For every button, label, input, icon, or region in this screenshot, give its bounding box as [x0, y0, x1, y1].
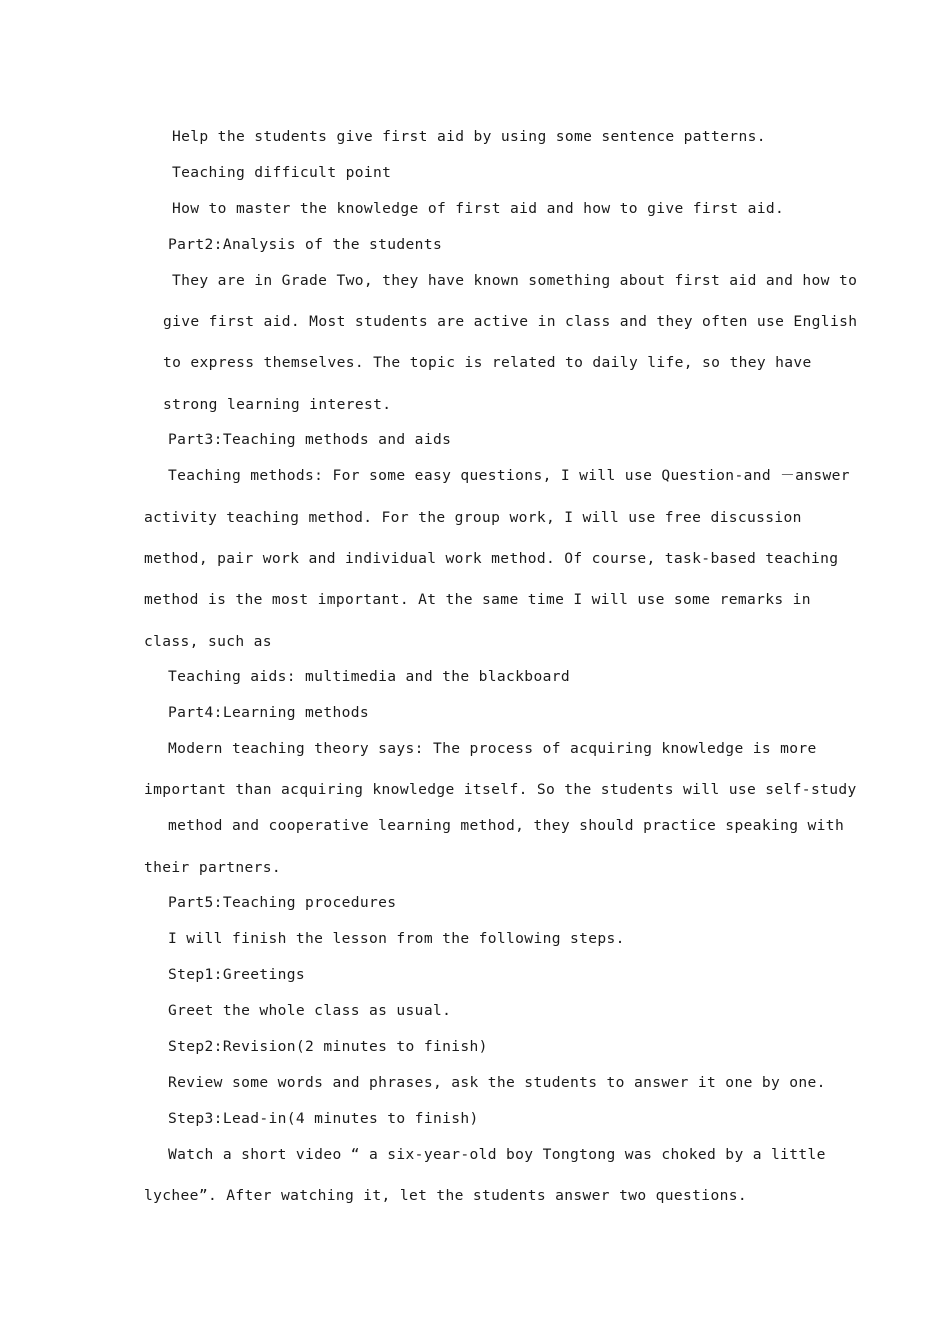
text-line: They are in Grade Two, they have known something about first aid and how to [172, 272, 858, 289]
text-line: method is the most important. At the same time I will use some remarks in [144, 591, 811, 608]
text-line: their partners. [144, 859, 282, 876]
text-line: important than acquiring knowledge itself. So the students will use self-study [144, 781, 857, 798]
section-heading: Part5:Teaching procedures [168, 894, 397, 911]
text-line: I will finish the lesson from the following steps. [168, 930, 625, 947]
text-line: Review some words and phrases, ask the students to answer it one by one. [168, 1074, 826, 1091]
section-heading: Part4:Learning methods [168, 704, 369, 721]
text-line: Modern teaching theory says: The process of acquiring knowledge is more [168, 740, 817, 757]
text-line: give first aid. Most students are active in class and they often use English [163, 313, 858, 330]
text-line: How to master the knowledge of first aid and how to give first aid. [172, 200, 785, 217]
text-line: method and cooperative learning method, they should practice speaking with [168, 817, 845, 834]
text-line: activity teaching method. For the group work, I will use free discussion [144, 509, 802, 526]
text-line: Help the students give first aid by using some sentence patterns. [172, 128, 766, 145]
section-heading: Part3:Teaching methods and aids [168, 431, 452, 448]
text-line: strong learning interest. [163, 396, 392, 413]
text-line: lychee”. After watching it, let the students answer two questions. [144, 1187, 747, 1204]
text-line: Watch a short video “ a six-year-old boy Tongtong was choked by a little [168, 1146, 826, 1163]
text-line: Greet the whole class as usual. [168, 1002, 452, 1019]
step-heading: Step2:Revision(2 minutes to finish) [168, 1038, 488, 1055]
section-heading: Part2:Analysis of the students [168, 236, 443, 253]
text-line: Teaching aids: multimedia and the blackboard [168, 668, 570, 685]
text-line: Teaching difficult point [172, 164, 392, 181]
text-line: method, pair work and individual work method. Of course, task-based teaching [144, 550, 839, 567]
text-line: to express themselves. The topic is related to daily life, so they have [163, 354, 812, 371]
step-heading: Step3:Lead-in(4 minutes to finish) [168, 1110, 479, 1127]
text-line: class, such as [144, 633, 272, 650]
step-heading: Step1:Greetings [168, 966, 306, 983]
text-line: Teaching methods: For some easy questions, I will use Question-and －answer [168, 467, 850, 484]
